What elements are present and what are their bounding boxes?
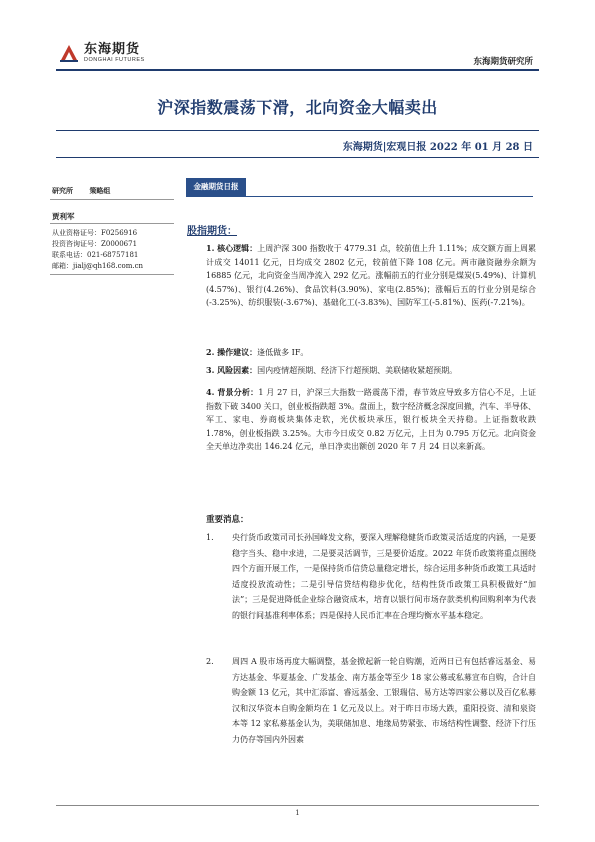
- report-date-line: 东海期货|宏观日报 2022 年 01 月 28 日: [342, 142, 533, 153]
- point-text: 1 月 27 日，沪深三大指数一路震荡下滑，春节效应导致多方信心不足，上证指数下破 3400 关口，创业板指跌超 3%。盘面上，数字经济概念深度回撤，汽车、半导体、军工、家电、券商板块集体走软，光伏板块承压，银行板块全天持稳。上证指数收跌 1.78%，创业板指跌 3.25%。大市今日成交 0.82 万亿元，上日为 0.795 万亿元。北向资金全天单边净卖出 146.24 亿元，单日净卖出额创 2020 年 7 月 24 日以来新高。: [206, 388, 536, 451]
- point-operation-advice: [206, 346, 536, 360]
- point-core-logic: [206, 242, 536, 310]
- point-label: 1. 核心逻辑：: [206, 243, 258, 253]
- header-divider: [56, 69, 539, 71]
- banner-divider: [186, 196, 533, 197]
- report-title: 沪深指数震荡下滑，北向资金大幅卖出: [157, 98, 438, 117]
- stock-index-futures-heading: 股指期货：: [187, 226, 237, 237]
- news-text: 周四 A 股市场再度大幅调整，基金掀起新一轮自购潮，近两日已有包括睿远基金、易方达基金、华夏基金、广发基金、南方基金等至少 18 家公募或私募宣布自购，合计自购金额 13 亿元，其中汇添富、睿远基金、工银瑞信、易方达等四家公募以及百亿私募汉和汉华资本自购金额均在 1 亿元及以上。对于昨日市场大跌，重阳投资、清和泉资本等 12 家私募基金认为，美联储加息、地缘局势紧张、市场结构性调整、经济下行压力仍存等国内外因素: [232, 657, 536, 744]
- point-risk-factors: [206, 364, 536, 378]
- point-text: 逢低做多 IF。: [257, 348, 309, 357]
- news-item: [206, 530, 536, 623]
- footer-divider: [56, 805, 539, 806]
- contact-email: 邮箱：jialj@qh168.com.cn: [52, 262, 143, 270]
- contact-qualification: 从业资格证号：F0256916: [52, 229, 138, 237]
- page-number: 1: [295, 809, 300, 817]
- logo-english-name: DONGHAI FUTURES: [84, 56, 145, 63]
- author-name: 贾利军: [52, 212, 75, 221]
- title-divider: [56, 130, 539, 131]
- report-line-divider: [56, 157, 539, 158]
- point-background: [206, 386, 536, 454]
- team-info: [52, 186, 124, 196]
- point-label: 2. 操作建议：: [206, 347, 258, 357]
- company-logo: [58, 42, 145, 64]
- section-banner: 金融期货日报: [186, 178, 246, 196]
- news-number: 2.: [206, 657, 214, 666]
- sidebar-divider-author: [50, 223, 174, 224]
- point-label: 4. 背景分析：: [206, 387, 259, 397]
- news-item: [206, 654, 536, 747]
- team-name: 策略组: [89, 186, 111, 195]
- team-label: 研究所: [52, 186, 73, 195]
- sidebar-divider-top: [50, 199, 174, 200]
- sidebar-divider-bottom: [50, 274, 174, 275]
- contact-consulting: 投资咨询证号：Z0000671: [52, 240, 138, 248]
- logo-mark-icon: [58, 42, 80, 64]
- contact-phone: 联系电话：021-68757181: [52, 251, 139, 259]
- point-text: 国内疫情超预期、经济下行超预期、美联储收紧超预期。: [257, 366, 458, 375]
- logo-chinese-name: 东海期货: [84, 41, 141, 57]
- point-text: 上周沪深 300 指数收于 4779.31 点，较前值上升 1.11%；成交额方面上周累计成交 14011 亿元，日均成交 2802 亿元，较前值下降 108 亿元。两市融资融券余额为 16885 亿元，北向资金当周净流入 292 亿元。涨幅前五的行业分别是煤炭(5.49%)、计算机(4.57%)、银行(4.26%)、食品饮料(3.90%)、家电(2.85%)；涨幅后五的行业分别是综合(-3.25%)、纺织服装(-3.67%)、基础化工(-3.83%)、国防军工(-5.81%)、医药(-7.21%)。: [206, 244, 536, 307]
- news-number: 1.: [206, 533, 214, 542]
- key-news-heading: 重要消息：: [206, 515, 249, 525]
- point-label: 3. 风险因素：: [206, 365, 258, 375]
- institute-name: 东海期货研究所: [473, 57, 533, 67]
- news-text: 央行货币政策司司长孙国峰发文称，要深入理解稳健货币政策灵活适度的内涵，一是要稳字当头、稳中求进，二是要灵活调节，三是要价适度。2022 年货币政策将重点围绕四个方面开展工作，一是保持货币信贷总量稳定增长，综合运用多种货币政策工具适时适度投放流动性；二是引导信贷结构稳步优化，结构性货币政策工具积极做好“加法”；三是促进降低企业综合融资成本，培育以银行间市场存款类机构回购利率为代表的银行间基准利率体系；四是保持人民币汇率在合理均衡水平基本稳定。: [232, 533, 536, 620]
